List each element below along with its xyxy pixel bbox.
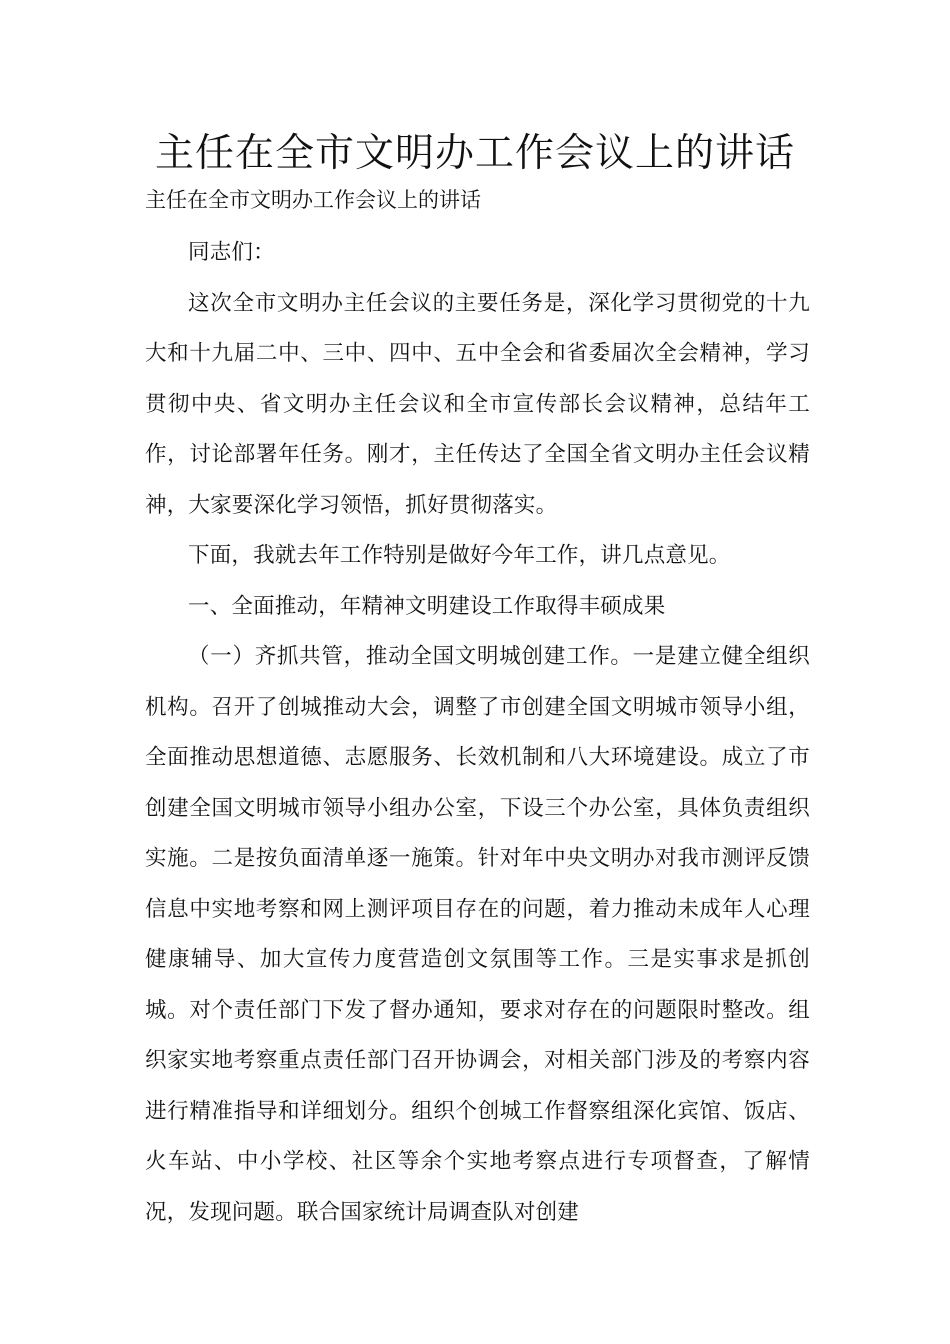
salutation-paragraph: 同志们：	[188, 240, 275, 265]
subsection-paragraph: （一）齐抓共管，推动全国文明城创建工作。一是建立健全组织机构。召开了创城推动大会，调整了市创建全国文明城市领导小组，全面推动思想道德、志愿服务、长效机制和八大环境建设。成立了市创建全国文明城市领导小组办公室，下设三个办公室，具体负责组织实施。二是按负面清单逐一施策。针对年中央文明办对我市测评反馈信息中实地考察和网上测评项目存在的问题，着力推动未成年人心理健康辅导、加大宣传力度营造创文氛围等工作。三是实事求是抓创城。对个责任部门下发了督办通知，要求对存在的问题限时整改。组织家实地考察重点责任部门召开协调会，对相关部门涉及的考察内容进行精准指导和详细划分。组织个创城工作督察组深化宾馆、饭店、火车站、中小学校、社区等余个实地考察点进行专项督查，了解情况，发现问题。联合国家统计局调查队对创建	[145, 644, 810, 1225]
section-heading: 一、全面推动，年精神文明建设工作取得丰硕成果	[188, 593, 666, 619]
document-title: 主任在全市文明办工作会议上的讲话	[154, 131, 795, 176]
intro-paragraph: 这次全市文明办主任会议的主要任务是，深化学习贯彻党的十九大和十九届二中、三中、四中、五中全会和省委届次全会精神，学习贯彻中央、省文明办主任会议和全市宣传部长会议精神，总结年工作，讨论部署年任务。刚才，主任传达了全国全省文明办主任会议精神，大家要深化学习领悟，抓好贯彻落实。	[145, 290, 810, 518]
document-body	[145, 228, 810, 1238]
document-subtitle: 主任在全市文明办工作会议上的讲话	[145, 188, 481, 212]
transition-paragraph: 下面，我就去年工作特别是做好今年工作，讲几点意见。	[188, 543, 731, 568]
